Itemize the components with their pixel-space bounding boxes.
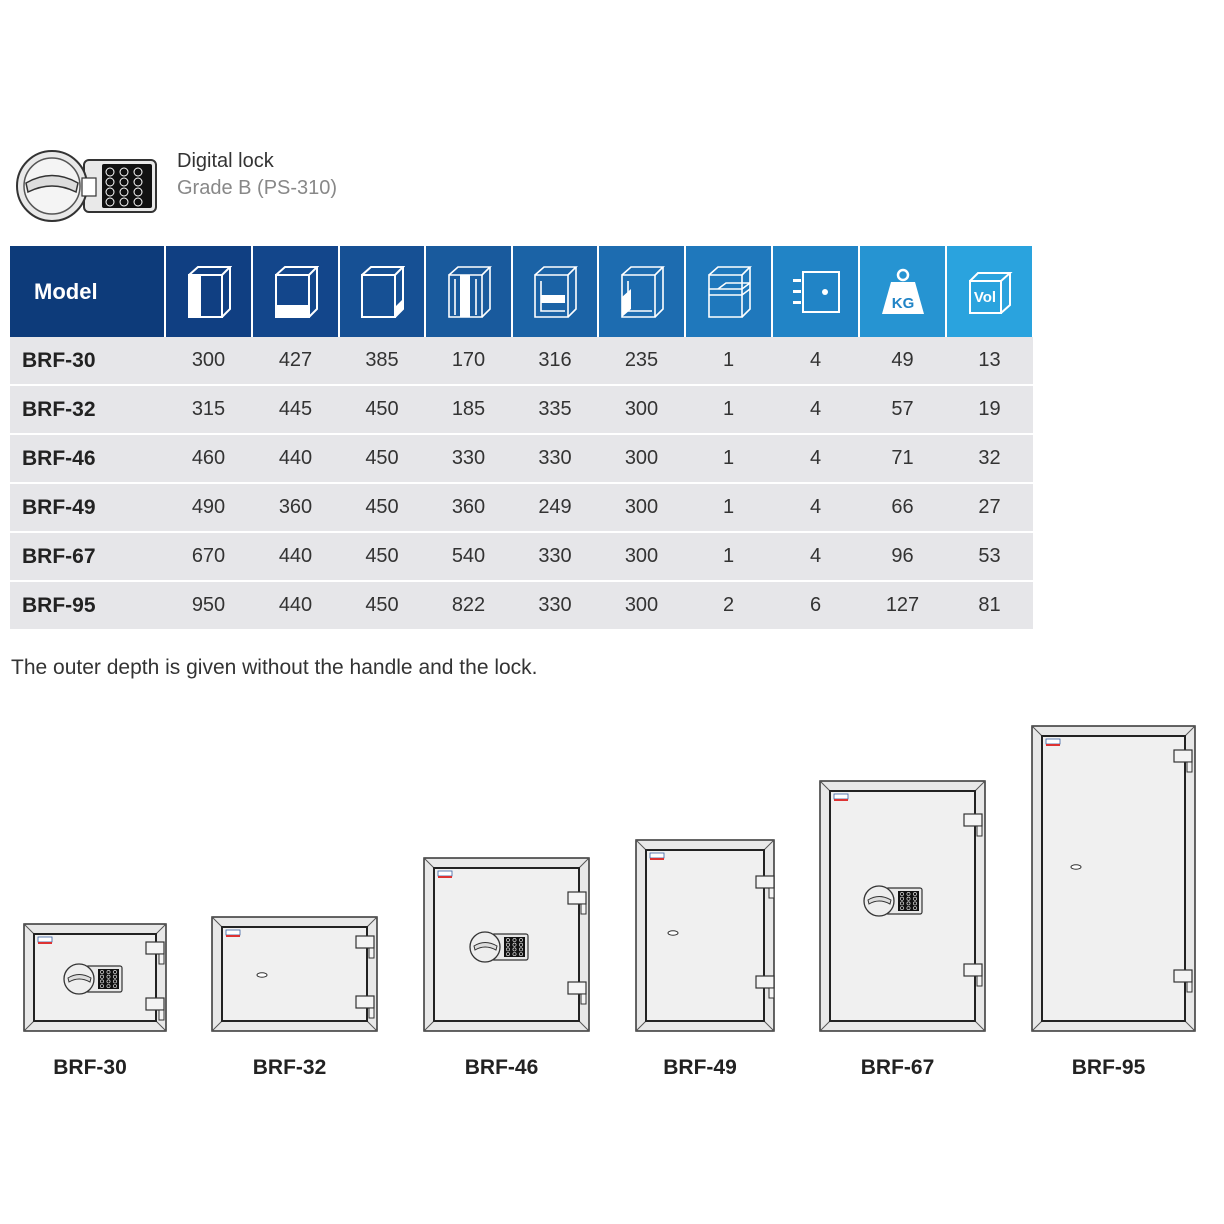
value-cell: 385 xyxy=(339,337,425,385)
table-row xyxy=(10,385,1033,434)
bolts-icon xyxy=(772,246,859,337)
inner-depth-icon xyxy=(598,246,685,337)
value-cell: 1 xyxy=(685,483,772,532)
value-cell: 460 xyxy=(165,434,252,483)
digital-lock-icon xyxy=(14,150,159,222)
weight-icon xyxy=(859,246,946,337)
value-cell: 1 xyxy=(685,532,772,581)
model-cell: BRF-67 xyxy=(10,532,165,581)
shelves-icon xyxy=(685,246,772,337)
value-cell: 822 xyxy=(425,581,512,630)
value-cell: 4 xyxy=(772,434,859,483)
inner-height-icon xyxy=(425,246,512,337)
value-cell: 450 xyxy=(339,385,425,434)
value-cell: 450 xyxy=(339,532,425,581)
lock-info xyxy=(14,150,354,222)
value-cell: 450 xyxy=(339,581,425,630)
table-row xyxy=(10,483,1033,532)
value-cell: 27 xyxy=(946,483,1033,532)
outer-depth-icon xyxy=(339,246,425,337)
value-cell: 490 xyxy=(165,483,252,532)
model-cell: BRF-30 xyxy=(10,337,165,385)
value-cell: 1 xyxy=(685,434,772,483)
table-row xyxy=(10,532,1033,581)
value-cell: 445 xyxy=(252,385,339,434)
value-cell: 440 xyxy=(252,581,339,630)
volume-icon-text: Vol xyxy=(973,288,996,306)
value-cell: 66 xyxy=(859,483,946,532)
value-cell: 300 xyxy=(598,385,685,434)
safe-label: BRF-32 xyxy=(252,1056,327,1079)
value-cell: 1 xyxy=(685,385,772,434)
inner-width-icon xyxy=(512,246,598,337)
value-cell: 335 xyxy=(512,385,598,434)
outer-width-icon xyxy=(252,246,339,337)
value-cell: 1 xyxy=(685,337,772,385)
value-cell: 300 xyxy=(165,337,252,385)
value-cell: 13 xyxy=(946,337,1033,385)
value-cell: 300 xyxy=(598,581,685,630)
value-cell: 2 xyxy=(685,581,772,630)
value-cell: 950 xyxy=(165,581,252,630)
value-cell: 540 xyxy=(425,532,512,581)
value-cell: 330 xyxy=(512,581,598,630)
volume-icon xyxy=(946,246,1033,337)
value-cell: 450 xyxy=(339,434,425,483)
value-cell: 32 xyxy=(946,434,1033,483)
value-cell: 127 xyxy=(859,581,946,630)
model-cell: BRF-46 xyxy=(10,434,165,483)
model-cell: BRF-95 xyxy=(10,581,165,630)
model-cell: BRF-49 xyxy=(10,483,165,532)
table-row xyxy=(10,337,1033,385)
value-cell: 427 xyxy=(252,337,339,385)
value-cell: 170 xyxy=(425,337,512,385)
value-cell: 4 xyxy=(772,483,859,532)
safe-label: BRF-30 xyxy=(53,1056,127,1079)
safe-label: BRF-67 xyxy=(860,1056,935,1079)
value-cell: 316 xyxy=(512,337,598,385)
safe-label: BRF-46 xyxy=(464,1056,539,1079)
safe-label: BRF-95 xyxy=(1071,1056,1146,1079)
value-cell: 300 xyxy=(598,483,685,532)
spec-table xyxy=(10,246,1034,631)
weight-icon-text: KG xyxy=(891,294,914,312)
table-row xyxy=(10,581,1033,630)
table-header-row xyxy=(10,246,1033,337)
value-cell: 4 xyxy=(772,385,859,434)
value-cell: 235 xyxy=(598,337,685,385)
table-row xyxy=(10,434,1033,483)
value-cell: 300 xyxy=(598,532,685,581)
value-cell: 330 xyxy=(512,434,598,483)
value-cell: 4 xyxy=(772,532,859,581)
value-cell: 6 xyxy=(772,581,859,630)
value-cell: 19 xyxy=(946,385,1033,434)
value-cell: 450 xyxy=(339,483,425,532)
value-cell: 330 xyxy=(425,434,512,483)
value-cell: 360 xyxy=(252,483,339,532)
value-cell: 315 xyxy=(165,385,252,434)
value-cell: 71 xyxy=(859,434,946,483)
value-cell: 440 xyxy=(252,532,339,581)
value-cell: 249 xyxy=(512,483,598,532)
value-cell: 440 xyxy=(252,434,339,483)
value-cell: 81 xyxy=(946,581,1033,630)
model-cell: BRF-32 xyxy=(10,385,165,434)
safe-label: BRF-49 xyxy=(663,1056,737,1079)
value-cell: 360 xyxy=(425,483,512,532)
lock-grade: Grade B (PS-310) xyxy=(177,177,338,199)
value-cell: 670 xyxy=(165,532,252,581)
value-cell: 4 xyxy=(772,337,859,385)
footnote: The outer depth is given without the handle and the lock. xyxy=(11,656,538,679)
value-cell: 53 xyxy=(946,532,1033,581)
lock-title: Digital lock xyxy=(177,150,274,172)
value-cell: 49 xyxy=(859,337,946,385)
value-cell: 185 xyxy=(425,385,512,434)
value-cell: 96 xyxy=(859,532,946,581)
value-cell: 57 xyxy=(859,385,946,434)
value-cell: 330 xyxy=(512,532,598,581)
header-model: Model xyxy=(10,246,165,337)
value-cell: 300 xyxy=(598,434,685,483)
outer-height-icon xyxy=(165,246,252,337)
